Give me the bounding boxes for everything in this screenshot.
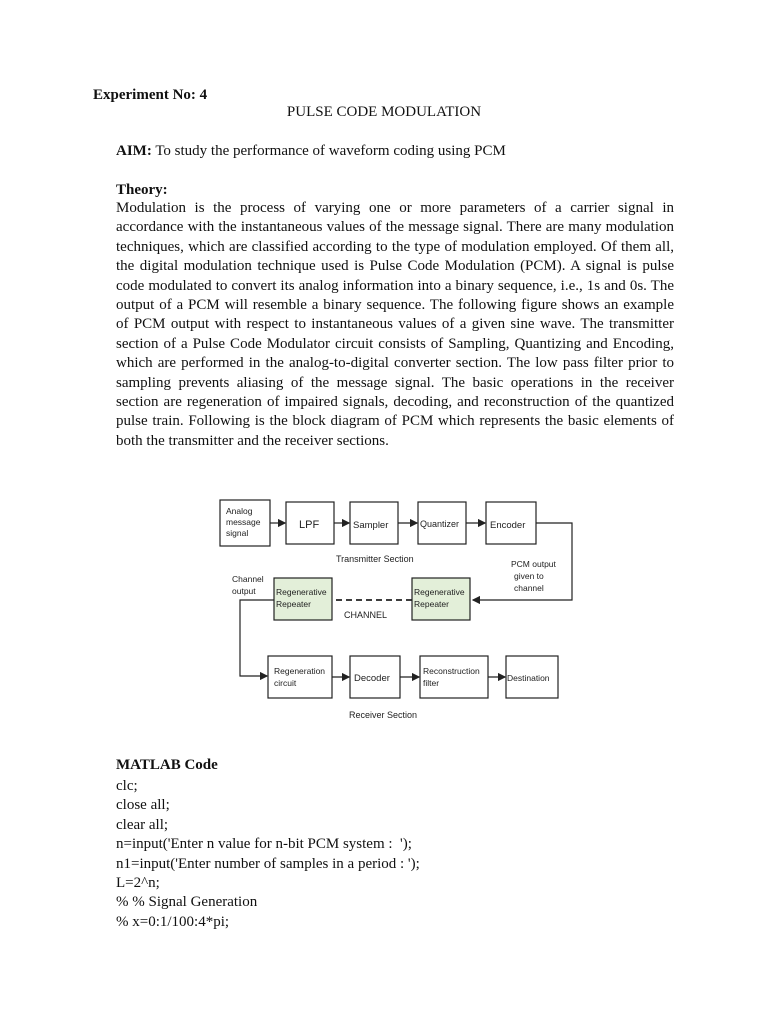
regen-right-label-2: Repeater — [414, 599, 449, 609]
code-line: n1=input('Enter number of samples in a period : '); — [116, 855, 420, 872]
regen-circuit-label-1: Regeneration — [274, 666, 326, 676]
regeneration-circuit-block — [268, 656, 332, 698]
code-line: clc; — [116, 778, 138, 794]
pcm-block-diagram — [206, 492, 576, 732]
channel-output-label-1: Channel — [232, 574, 264, 584]
code-line: % x=0:1/100:4*pi; — [116, 913, 230, 930]
pcm-output-label-2: given to — [514, 571, 544, 581]
experiment-number: Experiment No: 4 — [93, 87, 208, 103]
code-line: close all; — [116, 797, 170, 814]
input-label-1: Analog — [226, 506, 253, 516]
regen-left-label-2: Repeater — [276, 599, 311, 609]
encoder-label: Encoder — [490, 520, 526, 531]
sampler-label: Sampler — [353, 520, 389, 531]
reconstruction-label-1: Reconstruction — [423, 666, 480, 676]
aim-line — [116, 143, 506, 160]
code-line: % % Signal Generation — [116, 894, 258, 911]
matlab-heading: MATLAB Code — [116, 757, 218, 773]
receiver-section-label: Receiver Section — [349, 710, 418, 720]
pcm-output-label-3: channel — [514, 583, 544, 593]
theory-heading: Theory: — [116, 182, 168, 198]
input-label-3: signal — [226, 528, 249, 538]
reconstruction-label-2: filter — [423, 678, 440, 688]
channel-label: CHANNEL — [344, 610, 388, 620]
page-title: PULSE CODE MODULATION — [286, 104, 482, 120]
regen-left-label-1: Regenerative — [276, 587, 327, 597]
channel-output-label-2: output — [232, 586, 256, 596]
pcm-output-label-1: PCM output — [511, 559, 556, 569]
code-line: n=input('Enter n value for n-bit PCM system : '); — [116, 836, 412, 853]
theory-paragraph: Modulation is the process of varying one or more parameters of a carrier signal in accordance with the instantaneous values of the message signal. There are many modulation techniques, which are classified according to the type of modulation employed. Of them all, the digital modulation technique used is Pulse Code Modulation (PCM). A signal is pulse code modulated to convert its analog information into a binary sequence, i.e., 1s and 0s. The output of a PCM will resemble a binary sequence. The following figure shows an example of PCM output with respect to instantaneous values of a given sine wave. The transmitter section of a Pulse Code Modulator circuit consists of Sampling, Quantizing and Encoding, which are performed in the analog-to-digital converter section. The low pass filter prior to sampling prevents aliasing of the message signal. The basic operations in the receiver section are regeneration of impaired signals, decoding, and reconstruction of the quantized pulse train. Following is the block diagram of PCM which represents the basic elements of both the transmitter and the receiver sections. — [116, 200, 674, 449]
aim-label: AIM: — [116, 143, 152, 159]
decoder-label: Decoder — [354, 673, 390, 684]
code-line: L=2^n; — [116, 875, 160, 892]
lpf-label: LPF — [299, 519, 320, 531]
code-line: clear all; — [116, 816, 169, 833]
destination-label: Destination — [507, 673, 550, 683]
aim-text: To study the performance of waveform coding using PCM — [155, 143, 506, 159]
transmitter-section-label: Transmitter Section — [336, 554, 414, 564]
regen-right-label-1: Regenerative — [414, 587, 465, 597]
quantizer-label: Quantizer — [420, 519, 460, 529]
reconstruction-filter-block — [420, 656, 488, 698]
input-label-2: message — [226, 517, 261, 527]
regen-circuit-label-2: circuit — [274, 678, 297, 688]
matlab-code-block — [116, 777, 420, 932]
